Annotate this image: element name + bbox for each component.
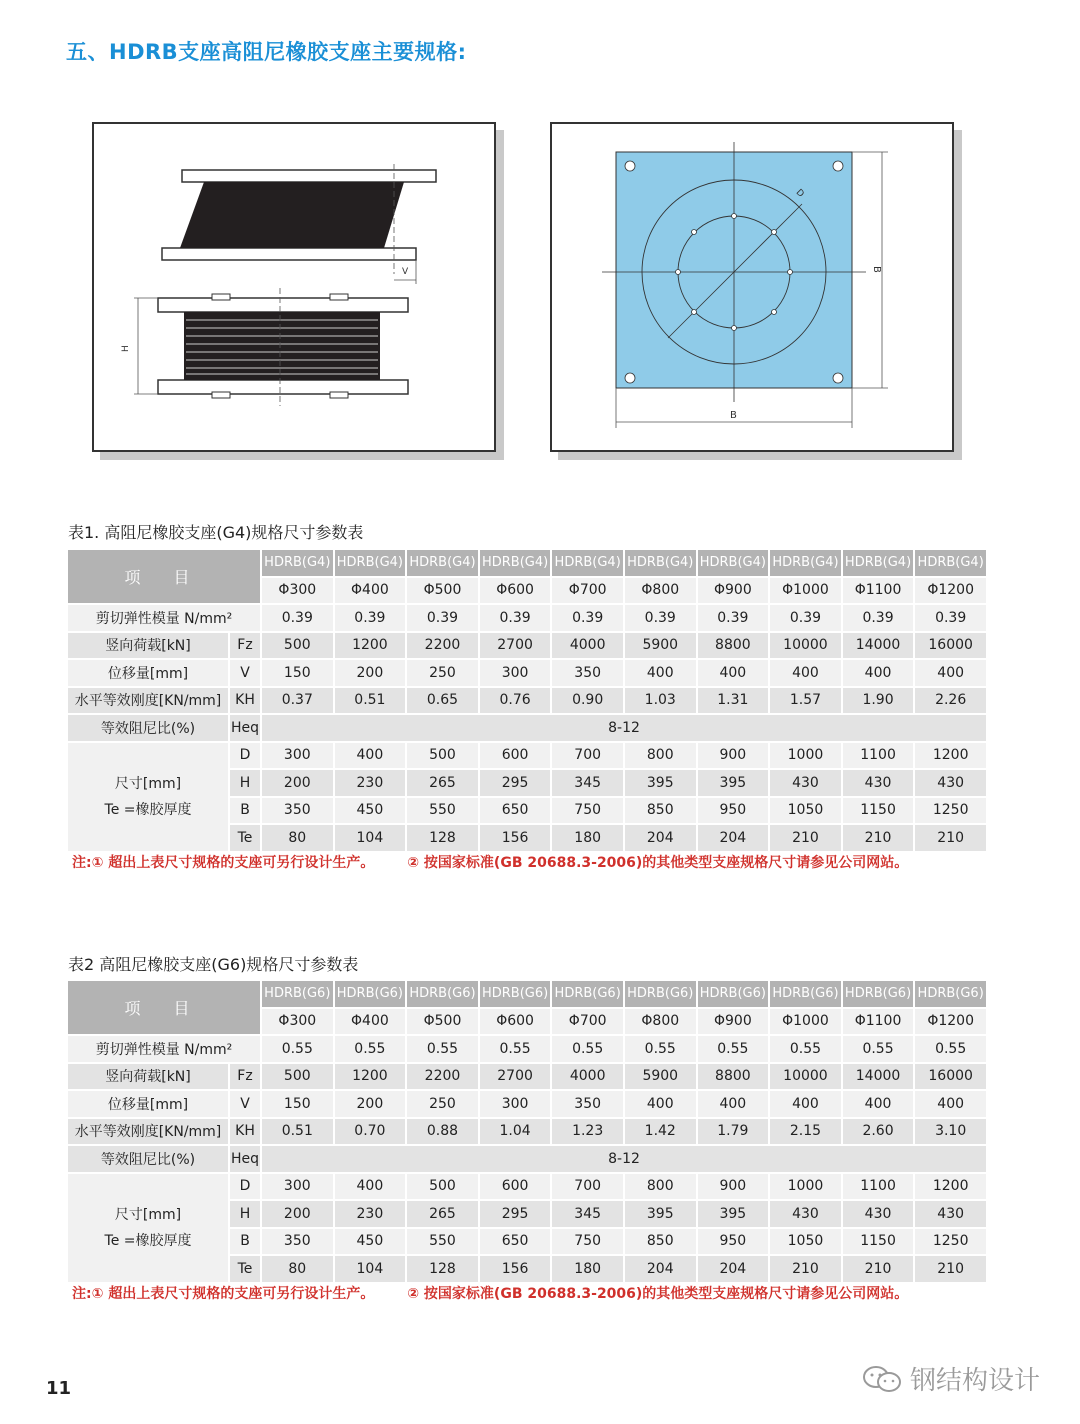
model-header: HDRB(G4) [769, 550, 842, 577]
table-cell: 430 [914, 1200, 987, 1228]
model-header: HDRB(G4) [697, 550, 770, 577]
table2-note-2: ② 按国家标准(GB 20688.3-2006)的其他类型支座规格尺寸请参见公司网站。 [407, 1286, 909, 1302]
table-cell: 204 [624, 1255, 697, 1283]
damping-value: 8-12 [261, 1145, 987, 1173]
table-cell: 0.55 [842, 1035, 915, 1063]
model-header: HDRB(G4) [842, 550, 915, 577]
table-cell: 400 [624, 659, 697, 687]
table-cell: 400 [697, 1090, 770, 1118]
table-cell: 230 [334, 769, 407, 797]
table-cell: 0.39 [842, 604, 915, 632]
table-cell: 4000 [551, 632, 624, 660]
dims-label [68, 1173, 229, 1283]
table-cell: 200 [334, 659, 407, 687]
row-symbol: Te [229, 1255, 261, 1283]
diameter-header: Φ600 [479, 1008, 552, 1036]
table-cell: 14000 [842, 632, 915, 660]
table-cell: 1200 [914, 742, 987, 770]
row-symbol: KH [229, 1118, 261, 1146]
table-cell: 950 [697, 797, 770, 825]
table-cell: 400 [769, 659, 842, 687]
table-cell: 0.39 [334, 604, 407, 632]
table-cell: 0.39 [406, 604, 479, 632]
table-cell: 700 [551, 742, 624, 770]
table-cell: 180 [551, 1255, 624, 1283]
project-header: 项 目 [68, 981, 261, 1035]
table-cell: 800 [624, 1173, 697, 1201]
table-cell: 430 [769, 1200, 842, 1228]
table-cell: 10000 [769, 632, 842, 660]
table-cell: 4000 [551, 1063, 624, 1091]
table-cell: 230 [334, 1200, 407, 1228]
row-symbol: KH [229, 687, 261, 715]
table-cell: 1250 [914, 1228, 987, 1256]
table-cell: 430 [842, 769, 915, 797]
table-cell: 2200 [406, 1063, 479, 1091]
wechat-icon [862, 1365, 902, 1393]
table-cell: 128 [406, 824, 479, 852]
table-cell: 2700 [479, 1063, 552, 1091]
table1-note [72, 852, 936, 872]
diameter-header: Φ400 [334, 1008, 407, 1036]
diameter-header: Φ1100 [842, 577, 915, 605]
diameter-header: Φ400 [334, 577, 407, 605]
table-cell: 500 [261, 632, 334, 660]
model-header: HDRB(G6) [406, 981, 479, 1008]
table-cell: 0.88 [406, 1118, 479, 1146]
page-number: 11 [46, 1378, 72, 1399]
diameter-header: Φ1200 [914, 1008, 987, 1036]
diameter-header: Φ900 [697, 577, 770, 605]
table-cell: 5900 [624, 1063, 697, 1091]
table-cell: 80 [261, 1255, 334, 1283]
table2-note [72, 1283, 936, 1303]
table-cell: 1050 [769, 1228, 842, 1256]
table-cell: 104 [334, 824, 407, 852]
table-cell: 1250 [914, 797, 987, 825]
model-header: HDRB(G6) [769, 981, 842, 1008]
table-cell: 150 [261, 659, 334, 687]
table-cell: 210 [842, 824, 915, 852]
diameter-header: Φ700 [551, 1008, 624, 1036]
table-cell: 200 [334, 1090, 407, 1118]
model-header: HDRB(G6) [914, 981, 987, 1008]
table-cell: 300 [261, 1173, 334, 1201]
table-cell: 395 [624, 1200, 697, 1228]
row-label: 水平等效刚度[KN/mm] [68, 1118, 229, 1146]
table-cell: 16000 [914, 1063, 987, 1091]
table-cell: 265 [406, 1200, 479, 1228]
page-heading: 五、HDRB支座高阻尼橡胶支座主要规格: [66, 40, 467, 64]
table-cell: 210 [769, 1255, 842, 1283]
table-cell: 350 [551, 659, 624, 687]
table-cell: 300 [479, 659, 552, 687]
model-header: HDRB(G6) [842, 981, 915, 1008]
table1-note-1: 注:① 超出上表尺寸规格的支座可另行设计生产。 [72, 855, 375, 871]
table-cell: 400 [769, 1090, 842, 1118]
table-cell: 156 [479, 1255, 552, 1283]
row-symbol: V [229, 659, 261, 687]
table-cell: 650 [479, 797, 552, 825]
table-cell: 295 [479, 1200, 552, 1228]
table-cell: 1.90 [842, 687, 915, 715]
watermark-text: 钢结构设计 [910, 1366, 1041, 1396]
table-cell: 395 [624, 769, 697, 797]
table-cell: 350 [551, 1090, 624, 1118]
row-symbol: H [229, 1200, 261, 1228]
row-symbol: Fz [229, 1063, 261, 1091]
table-cell: 0.55 [479, 1035, 552, 1063]
table-cell: 104 [334, 1255, 407, 1283]
table-cell: 0.39 [624, 604, 697, 632]
row-symbol: Fz [229, 632, 261, 660]
label-d: D [793, 187, 806, 200]
diameter-header: Φ1100 [842, 1008, 915, 1036]
row-symbol: Te [229, 824, 261, 852]
table-cell: 2.15 [769, 1118, 842, 1146]
dims-label [68, 742, 229, 852]
table-cell: 210 [914, 1255, 987, 1283]
table-cell: 0.70 [334, 1118, 407, 1146]
table-cell: 345 [551, 769, 624, 797]
table-cell: 550 [406, 797, 479, 825]
table-cell: 180 [551, 824, 624, 852]
table-cell: 5900 [624, 632, 697, 660]
row-label: 剪切弹性模量 N/mm² [68, 1035, 261, 1063]
row-symbol: B [229, 1228, 261, 1256]
table-cell: 600 [479, 1173, 552, 1201]
table2-title: 表2 高阻尼橡胶支座(G6)规格尺寸参数表 [68, 955, 359, 974]
table-cell: 395 [697, 1200, 770, 1228]
table-cell: 10000 [769, 1063, 842, 1091]
table-cell: 0.39 [479, 604, 552, 632]
table-cell: 265 [406, 769, 479, 797]
dims-label-line1: 尺寸[mm] [114, 1206, 182, 1223]
table-cell: 210 [842, 1255, 915, 1283]
diameter-header: Φ1200 [914, 577, 987, 605]
table-cell: 550 [406, 1228, 479, 1256]
table-cell: 0.51 [334, 687, 407, 715]
table-cell: 0.55 [624, 1035, 697, 1063]
row-symbol: Heq [229, 714, 261, 742]
diameter-header: Φ600 [479, 577, 552, 605]
table1 [68, 550, 988, 853]
table-cell: 0.55 [914, 1035, 987, 1063]
table-cell: 0.39 [261, 604, 334, 632]
table-cell: 80 [261, 824, 334, 852]
label-v: V [402, 267, 409, 277]
bearing-plan-view-drawing [552, 124, 952, 450]
table-cell: 750 [551, 1228, 624, 1256]
table-cell: 800 [624, 742, 697, 770]
table-cell: 250 [406, 659, 479, 687]
table-cell: 200 [261, 769, 334, 797]
row-label: 水平等效刚度[KN/mm] [68, 687, 229, 715]
table-cell: 1.31 [697, 687, 770, 715]
table-cell: 1100 [842, 742, 915, 770]
model-header: HDRB(G4) [261, 550, 334, 577]
table-cell: 430 [842, 1200, 915, 1228]
table-cell: 1.04 [479, 1118, 552, 1146]
dims-label-line2: Te =橡胶厚度 [104, 801, 192, 818]
row-symbol: V [229, 1090, 261, 1118]
table-cell: 500 [406, 1173, 479, 1201]
row-label: 位移量[mm] [68, 659, 229, 687]
table-cell: 0.55 [769, 1035, 842, 1063]
table-cell: 0.55 [334, 1035, 407, 1063]
row-symbol: D [229, 742, 261, 770]
table-cell: 0.55 [406, 1035, 479, 1063]
table-cell: 300 [261, 742, 334, 770]
table-cell: 345 [551, 1200, 624, 1228]
table-cell: 3.10 [914, 1118, 987, 1146]
dims-label-line2: Te =橡胶厚度 [104, 1232, 192, 1249]
table-cell: 8800 [697, 632, 770, 660]
model-header: HDRB(G6) [334, 981, 407, 1008]
table-cell: 210 [769, 824, 842, 852]
model-header: HDRB(G4) [624, 550, 697, 577]
table-cell: 300 [479, 1090, 552, 1118]
table-cell: 16000 [914, 632, 987, 660]
table2-note-1: 注:① 超出上表尺寸规格的支座可另行设计生产。 [72, 1286, 375, 1302]
table-cell: 500 [261, 1063, 334, 1091]
table-cell: 2700 [479, 632, 552, 660]
table-cell: 1.57 [769, 687, 842, 715]
table-cell: 0.39 [769, 604, 842, 632]
table-cell: 14000 [842, 1063, 915, 1091]
table-cell: 204 [624, 824, 697, 852]
model-header: HDRB(G4) [334, 550, 407, 577]
label-h: H [121, 345, 131, 352]
row-label: 位移量[mm] [68, 1090, 229, 1118]
table-cell: 150 [261, 1090, 334, 1118]
diameter-header: Φ1000 [769, 577, 842, 605]
diameter-header: Φ500 [406, 1008, 479, 1036]
model-header: HDRB(G4) [479, 550, 552, 577]
table-cell: 400 [842, 659, 915, 687]
model-header: HDRB(G6) [624, 981, 697, 1008]
table-cell: 350 [261, 797, 334, 825]
table-cell: 250 [406, 1090, 479, 1118]
table-cell: 430 [769, 769, 842, 797]
table-cell: 450 [334, 797, 407, 825]
table-cell: 1100 [842, 1173, 915, 1201]
row-symbol: Heq [229, 1145, 261, 1173]
diameter-header: Φ800 [624, 1008, 697, 1036]
table-cell: 400 [334, 742, 407, 770]
table-cell: 0.55 [697, 1035, 770, 1063]
model-header: HDRB(G4) [914, 550, 987, 577]
table2 [68, 981, 988, 1284]
row-label: 等效阻尼比(%) [68, 1145, 229, 1173]
table-cell: 1.23 [551, 1118, 624, 1146]
model-header: HDRB(G6) [551, 981, 624, 1008]
table-cell: 600 [479, 742, 552, 770]
table-cell: 1.79 [697, 1118, 770, 1146]
table-cell: 1050 [769, 797, 842, 825]
diameter-header: Φ300 [261, 1008, 334, 1036]
diameter-header: Φ500 [406, 577, 479, 605]
row-label: 等效阻尼比(%) [68, 714, 229, 742]
project-header: 项 目 [68, 550, 261, 604]
table-cell: 2200 [406, 632, 479, 660]
model-header: HDRB(G4) [551, 550, 624, 577]
table-cell: 0.90 [551, 687, 624, 715]
table-cell: 0.55 [551, 1035, 624, 1063]
table-cell: 700 [551, 1173, 624, 1201]
row-symbol: D [229, 1173, 261, 1201]
table-cell: 210 [914, 824, 987, 852]
table-cell: 950 [697, 1228, 770, 1256]
bearing-plan-view-figure [550, 122, 954, 452]
diameter-header: Φ300 [261, 577, 334, 605]
table-cell: 650 [479, 1228, 552, 1256]
diameter-header: Φ900 [697, 1008, 770, 1036]
row-label: 竖向荷载[kN] [68, 1063, 229, 1091]
table-cell: 400 [914, 1090, 987, 1118]
row-label: 剪切弹性模量 N/mm² [68, 604, 261, 632]
table-cell: 0.51 [261, 1118, 334, 1146]
table-cell: 350 [261, 1228, 334, 1256]
table-cell: 450 [334, 1228, 407, 1256]
damping-value: 8-12 [261, 714, 987, 742]
label-b-bottom: B [730, 410, 737, 421]
row-symbol: H [229, 769, 261, 797]
table-cell: 850 [624, 797, 697, 825]
table-cell: 204 [697, 1255, 770, 1283]
table-cell: 128 [406, 1255, 479, 1283]
table-cell: 1.42 [624, 1118, 697, 1146]
bearing-side-view-figure [92, 122, 496, 452]
diameter-header: Φ1000 [769, 1008, 842, 1036]
table-cell: 400 [697, 659, 770, 687]
watermark [862, 1360, 1040, 1397]
table-cell: 0.37 [261, 687, 334, 715]
table-cell: 400 [914, 659, 987, 687]
table1-title: 表1. 高阻尼橡胶支座(G4)规格尺寸参数表 [68, 523, 364, 542]
table-cell: 1.03 [624, 687, 697, 715]
bearing-side-view-drawing [94, 124, 494, 450]
table-cell: 400 [842, 1090, 915, 1118]
dims-label-line1: 尺寸[mm] [114, 775, 182, 792]
table-cell: 2.60 [842, 1118, 915, 1146]
table-cell: 430 [914, 769, 987, 797]
table-cell: 750 [551, 797, 624, 825]
model-header: HDRB(G6) [697, 981, 770, 1008]
model-header: HDRB(G4) [406, 550, 479, 577]
table-cell: 200 [261, 1200, 334, 1228]
diameter-header: Φ800 [624, 577, 697, 605]
table-cell: 204 [697, 824, 770, 852]
table-cell: 8800 [697, 1063, 770, 1091]
table-cell: 1200 [334, 1063, 407, 1091]
table-cell: 295 [479, 769, 552, 797]
table-cell: 500 [406, 742, 479, 770]
table-cell: 900 [697, 1173, 770, 1201]
table-cell: 850 [624, 1228, 697, 1256]
table-cell: 156 [479, 824, 552, 852]
row-symbol: B [229, 797, 261, 825]
table-cell: 0.39 [914, 604, 987, 632]
table-cell: 1200 [334, 632, 407, 660]
row-label: 竖向荷载[kN] [68, 632, 229, 660]
table-cell: 0.55 [261, 1035, 334, 1063]
table-cell: 1150 [842, 797, 915, 825]
table-cell: 1000 [769, 1173, 842, 1201]
diameter-header: Φ700 [551, 577, 624, 605]
table-cell: 1150 [842, 1228, 915, 1256]
table-cell: 0.76 [479, 687, 552, 715]
table-cell: 1200 [914, 1173, 987, 1201]
table-cell: 2.26 [914, 687, 987, 715]
table-cell: 0.65 [406, 687, 479, 715]
table-cell: 0.39 [551, 604, 624, 632]
table-cell: 395 [697, 769, 770, 797]
table-cell: 400 [334, 1173, 407, 1201]
model-header: HDRB(G6) [479, 981, 552, 1008]
model-header: HDRB(G6) [261, 981, 334, 1008]
table-cell: 1000 [769, 742, 842, 770]
label-b-side: B [871, 266, 882, 273]
table1-note-2: ② 按国家标准(GB 20688.3-2006)的其他类型支座规格尺寸请参见公司网站。 [407, 855, 909, 871]
table-cell: 400 [624, 1090, 697, 1118]
table-cell: 900 [697, 742, 770, 770]
table-cell: 0.39 [697, 604, 770, 632]
